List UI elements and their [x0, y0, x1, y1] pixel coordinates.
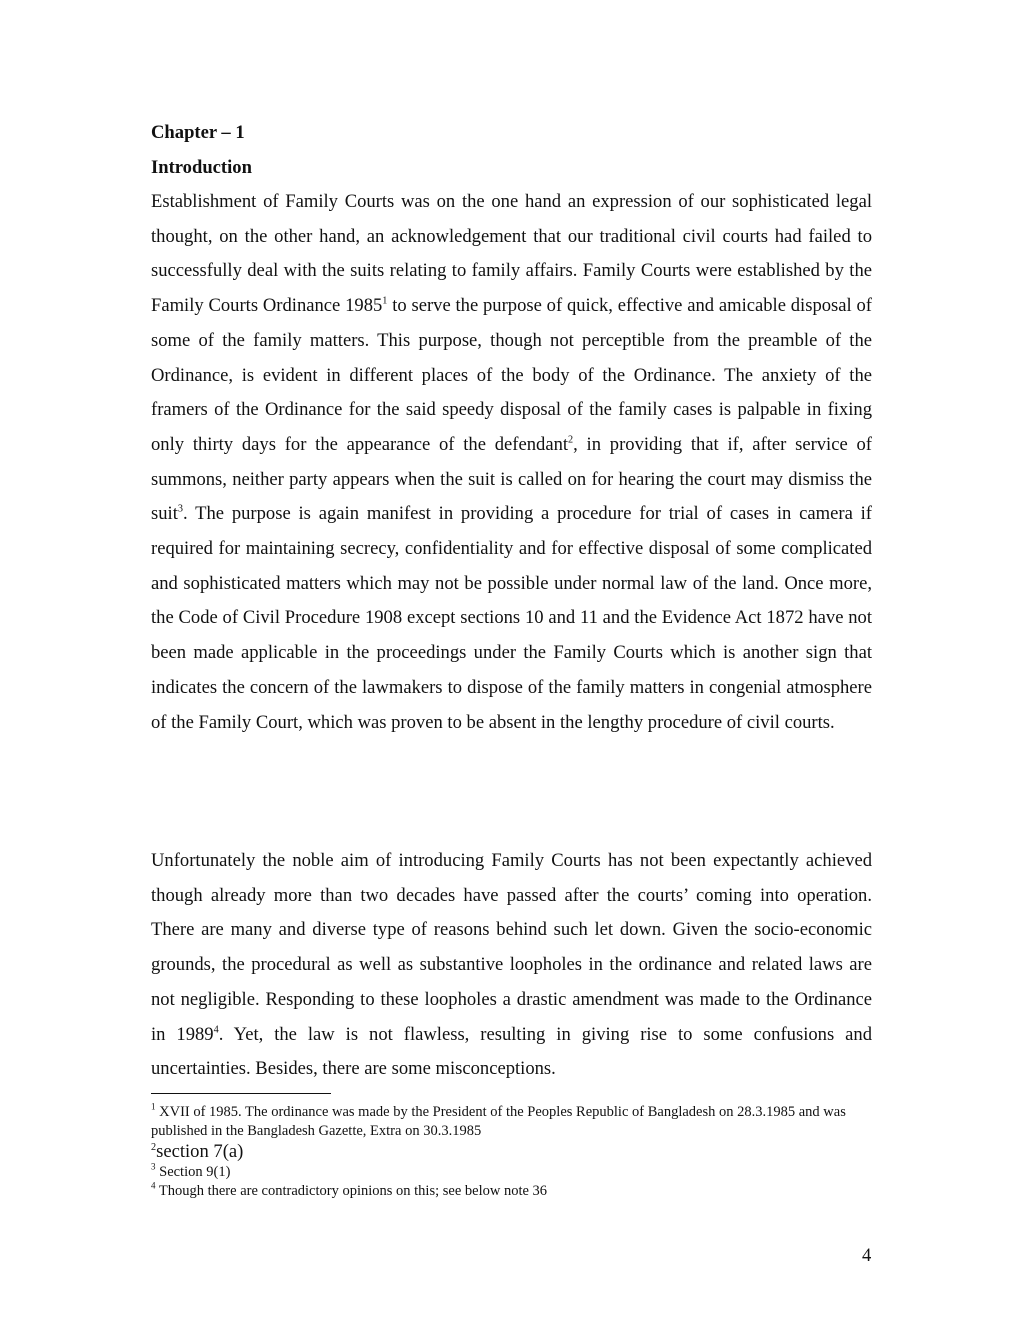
- paragraph-1-text-a: Establishment of Family Courts was on the one hand an expression of our sophisticated legal thought, on the other hand, an acknowledgement that our traditional civil courts had failed to successfully deal with the suits relating to family affairs. Family Courts were established by the Family Courts Ordinance 1985: [151, 191, 872, 317]
- paragraph-1: [151, 185, 872, 740]
- footnote-ref-1: 1: [382, 295, 388, 307]
- footnote-ref-4: 4: [213, 1023, 219, 1035]
- footnote-separator: [151, 1093, 331, 1094]
- paragraph-1-container: [151, 185, 872, 740]
- paragraph-1-text-d: . The purpose is again manifest in providing a procedure for trial of cases in camera if required for maintaining secrecy, confidentiality and for effective disposal of some complicated and sophisticated matters which may not be possible under normal law of the land. Once more, the Code of Civil Procedure 1908 except sections 10 and 11 and the Evidence Act 1872 have not been made applicable in the proceedings under the Family Courts which is another sign that indicates the concern of the lawmakers to dispose of the family matters in congenial atmosphere of the Family Court, which was proven to be absent in the lengthy procedure of civil courts.: [151, 503, 872, 733]
- chapter-heading: Chapter – 1: [151, 122, 245, 143]
- footnote-3-mark: 3: [151, 1161, 156, 1172]
- footnote-4-mark: 4: [151, 1180, 156, 1191]
- footnote-1-mark: 1: [151, 1101, 156, 1112]
- section-heading: Introduction: [151, 157, 252, 178]
- paragraph-1-text-c: , in providing that if, after service of summons, neither party appears when the suit is called on for hearing the court may dismiss the suit: [151, 433, 872, 525]
- paragraph-2-text-a: Unfortunately the noble aim of introducing Family Courts has not been expectantly achieved though already more than two decades have passed after the courts’ coming into operation. There are many and diverse type of reasons behind such let down. Given the socio-economic grounds, the procedural as well as substantive loopholes in the ordinance and related laws are not negligible. Responding to these loopholes a drastic amendment was made to the Ordinance in 1989: [151, 850, 872, 1045]
- footnote-3-text: Section 9(1): [155, 1164, 231, 1180]
- paragraph-1-text-b: to serve the purpose of quick, effective and amicable disposal of some of the family matters. This purpose, though not perceptible from the preamble of the Ordinance, is evident in different places of the body of the Ordinance. The anxiety of the framers of the Ordinance for the said speedy disposal of the family cases is palpable in fixing only thirty days for the appearance of the defendant: [151, 295, 872, 455]
- page-number: 4: [862, 1245, 872, 1266]
- footnote-1: [151, 1103, 872, 1141]
- footnote-3: [151, 1163, 872, 1182]
- paragraph-2-text-b: . Yet, the law is not flawless, resulting in giving rise to some confusions and uncertainties. Besides, there are some misconceptions.: [151, 1023, 872, 1080]
- paragraph-2: [151, 844, 872, 1087]
- paragraph-2-container: [151, 844, 872, 1087]
- footnote-2-text: section 7(a): [156, 1141, 244, 1162]
- footnote-1-text: XVII of 1985. The ordinance was made by the President of the Peoples Republic of Bangladesh on 28.3.1985 and was published in the Bangladesh Gazette, Extra on 30.3.1985: [151, 1104, 846, 1139]
- footnotes: [151, 1103, 872, 1201]
- footnote-ref-2: 2: [568, 434, 574, 446]
- footnote-4: [151, 1182, 872, 1201]
- footnote-2-mark: 2: [151, 1141, 157, 1153]
- footnote-ref-3: 3: [177, 503, 183, 515]
- footnote-4-text: Though there are contradictory opinions on this; see below note 36: [155, 1183, 548, 1199]
- footnote-2: [151, 1141, 872, 1163]
